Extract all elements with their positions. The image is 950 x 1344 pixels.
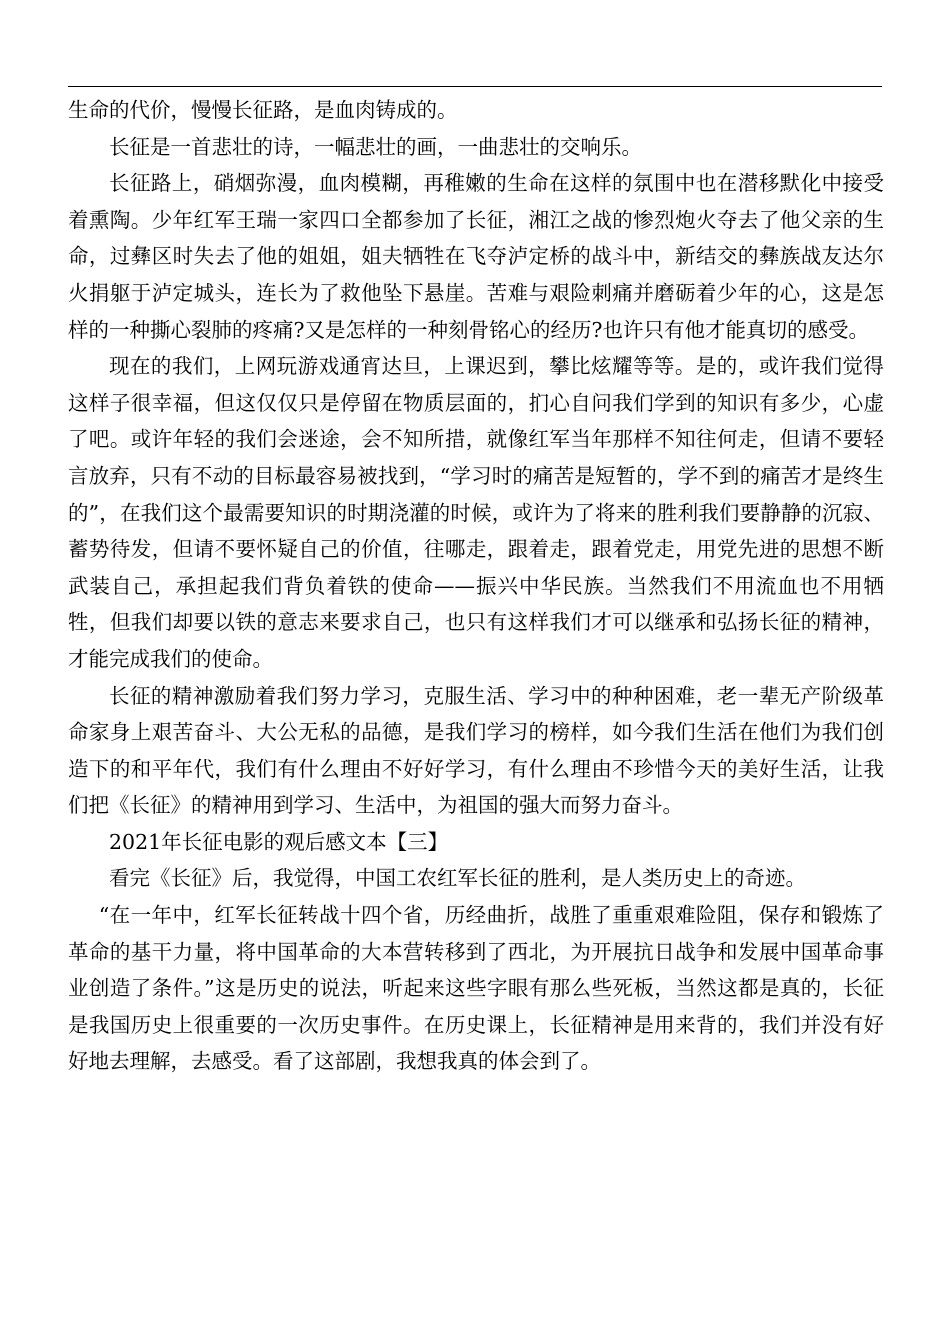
section-heading: 2021年长征电影的观后感文本【三】 xyxy=(109,829,449,854)
paragraph: 看完《长征》后，我觉得，中国工农红军长征的胜利，是人类历史上的奇迹。 xyxy=(109,866,806,891)
document-body xyxy=(68,92,884,1080)
paragraph-continuation: 生命的代价，慢慢长征路，是血肉铸成的。 xyxy=(68,98,458,122)
paragraph: 长征路上，硝烟弥漫，血肉模糊，再稚嫩的生命在这样的氛围中也在潜移默化中接受着熏陶。少年红军王瑞一家四口全都参加了长征，湘江之战的惨烈炮火夺去了他父亲的生命，过彝区时失去了他的姐姐，姐夫牺牲在飞夺泸定桥的战斗中，新结交的彝族战友达尔火捐躯于泸定城头，连长为了救他坠下悬崖。苦难与艰险刺痛并磨砺着少年的心，这是怎样的一种撕心裂肺的疼痛?又是怎样的一种刻骨铭心的经历?也许只有他才能真切的感受。 xyxy=(68,171,884,342)
paragraph: 现在的我们，上网玩游戏通宵达旦，上课迟到，攀比炫耀等等。是的，或许我们觉得这样子很幸福，但这仅仅只是停留在物质层面的，扪心自问我们学到的知识有多少，心虚了吧。或许年轻的我们会迷途，会不知所措，就像红军当年那样不知往何走，但请不要轻言放弃，只有不动的目标最容易被找到，“学习时的痛苦是短暂的，学不到的痛苦才是终生的”，在我们这个最需要知识的时期浇灌的时候，或许为了将来的胜利我们要静静的沉寂、蓄势待发，但请不要怀疑自己的价值，往哪走，跟着走，跟着党走，用党先进的思想不断武装自己，承担起我们背负着铁的使命——振兴中华民族。当然我们不用流血也不用牺牲，但我们却要以铁的意志来要求自己，也只有这样我们才可以继承和弘扬长征的精神，才能完成我们的使命。 xyxy=(68,354,884,671)
header-rule xyxy=(68,86,882,87)
paragraph: 长征是一首悲壮的诗，一幅悲壮的画，一曲悲壮的交响乐。 xyxy=(109,134,642,159)
paragraph-quote: “在一年中，红军长征转战十四个省，历经曲折，战胜了重重艰难险阻，保存和锻炼了革命的基干力量，将中国革命的大本营转移到了西北，为开展抗日战争和发展中国革命事业创造了条件。”这是历史的说法，听起来这些字眼有那么些死板，当然这都是真的，长征是我国历史上很重要的一次历史事件。在历史课上，长征精神是用来背的，我们并没有好好地去理解，去感受。看了这部剧，我想我真的体会到了。 xyxy=(68,903,884,1074)
paragraph: 长征的精神激励着我们努力学习，克服生活、学习中的种种困难，老一辈无产阶级革命家身上艰苦奋斗、大公无私的品德，是我们学习的榜样，如今我们生活在他们为我们创造下的和平年代，我们有什么理由不好好学习，有什么理由不珍惜今天的美好生活，让我们把《长征》的精神用到学习、生活中，为祖国的强大而努力奋斗。 xyxy=(68,683,884,818)
